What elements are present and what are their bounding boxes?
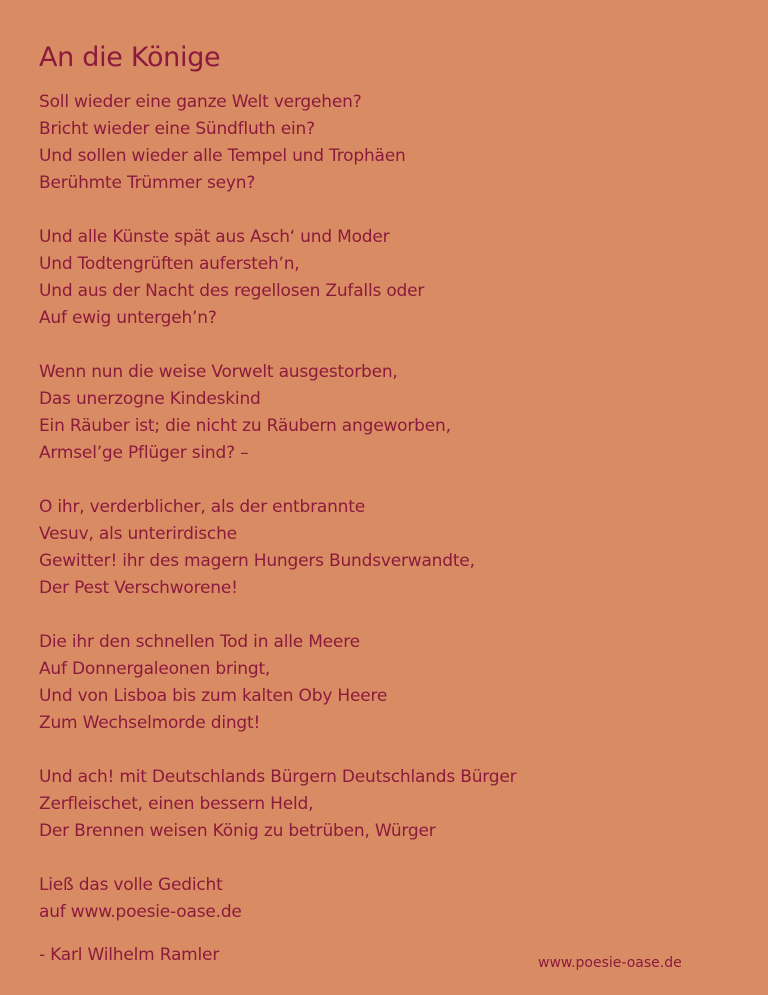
stanza-1	[39, 89, 739, 197]
verse-line: Armselʼge Pflüger sind? –	[39, 443, 249, 463]
verse-line: Berühmte Trümmer seyn?	[39, 173, 256, 193]
verse-line: Vesuv, als unterirdische	[39, 524, 237, 544]
verse-line: Und aus der Nacht des regellosen Zufalls oder	[39, 281, 425, 301]
site-watermark: www.poesie-oase.de	[538, 955, 682, 971]
stanza-6	[39, 764, 739, 845]
verse-line: Auf Donnergaleonen bringt,	[39, 659, 271, 679]
verse-line: Und sollen wieder alle Tempel und Trophäen	[39, 146, 406, 166]
stanza-5	[39, 629, 739, 737]
verse-line: Ein Räuber ist; die nicht zu Räubern angeworben,	[39, 416, 451, 436]
verse-line: Das unerzogne Kindeskind	[39, 389, 261, 409]
poem-title: An die Könige	[39, 42, 221, 73]
full-poem-note	[39, 872, 739, 926]
verse-line: Und von Lisboa bis zum kalten Oby Heere	[39, 686, 388, 706]
verse-line: Der Brennen weisen König zu betrüben, Würger	[39, 821, 436, 841]
stanza-2	[39, 224, 739, 332]
poem-author: - Karl Wilhelm Ramler	[39, 945, 220, 965]
verse-line: Wenn nun die weise Vorwelt ausgestorben,	[39, 362, 398, 382]
verse-line: Und Todtengrüften auferstehʼn,	[39, 254, 300, 274]
verse-line: Und ach! mit Deutschlands Bürgern Deutschlands Bürger	[39, 767, 517, 787]
verse-line: Auf ewig untergehʼn?	[39, 308, 217, 328]
poem-container	[39, 40, 739, 969]
stanza-3	[39, 359, 739, 467]
verse-line: Der Pest Verschworene!	[39, 578, 238, 598]
verse-line: Bricht wieder eine Sündfluth ein?	[39, 119, 315, 139]
verse-line: Zerfleischet, einen bessern Held,	[39, 794, 314, 814]
stanza-4	[39, 494, 739, 602]
verse-line: Und alle Künste spät aus Asch‘ und Moder	[39, 227, 390, 247]
verse-line: Die ihr den schnellen Tod in alle Meere	[39, 632, 360, 652]
verse-line: O ihr, verderblicher, als der entbrannte	[39, 497, 365, 517]
verse-line: Soll wieder eine ganze Welt vergehen?	[39, 92, 362, 112]
note-line: auf www.poesie-oase.de	[39, 902, 242, 922]
verse-line: Zum Wechselmorde dingt!	[39, 713, 261, 733]
note-line: Ließ das volle Gedicht	[39, 875, 223, 895]
verse-line: Gewitter! ihr des magern Hungers Bundsverwandte,	[39, 551, 475, 571]
